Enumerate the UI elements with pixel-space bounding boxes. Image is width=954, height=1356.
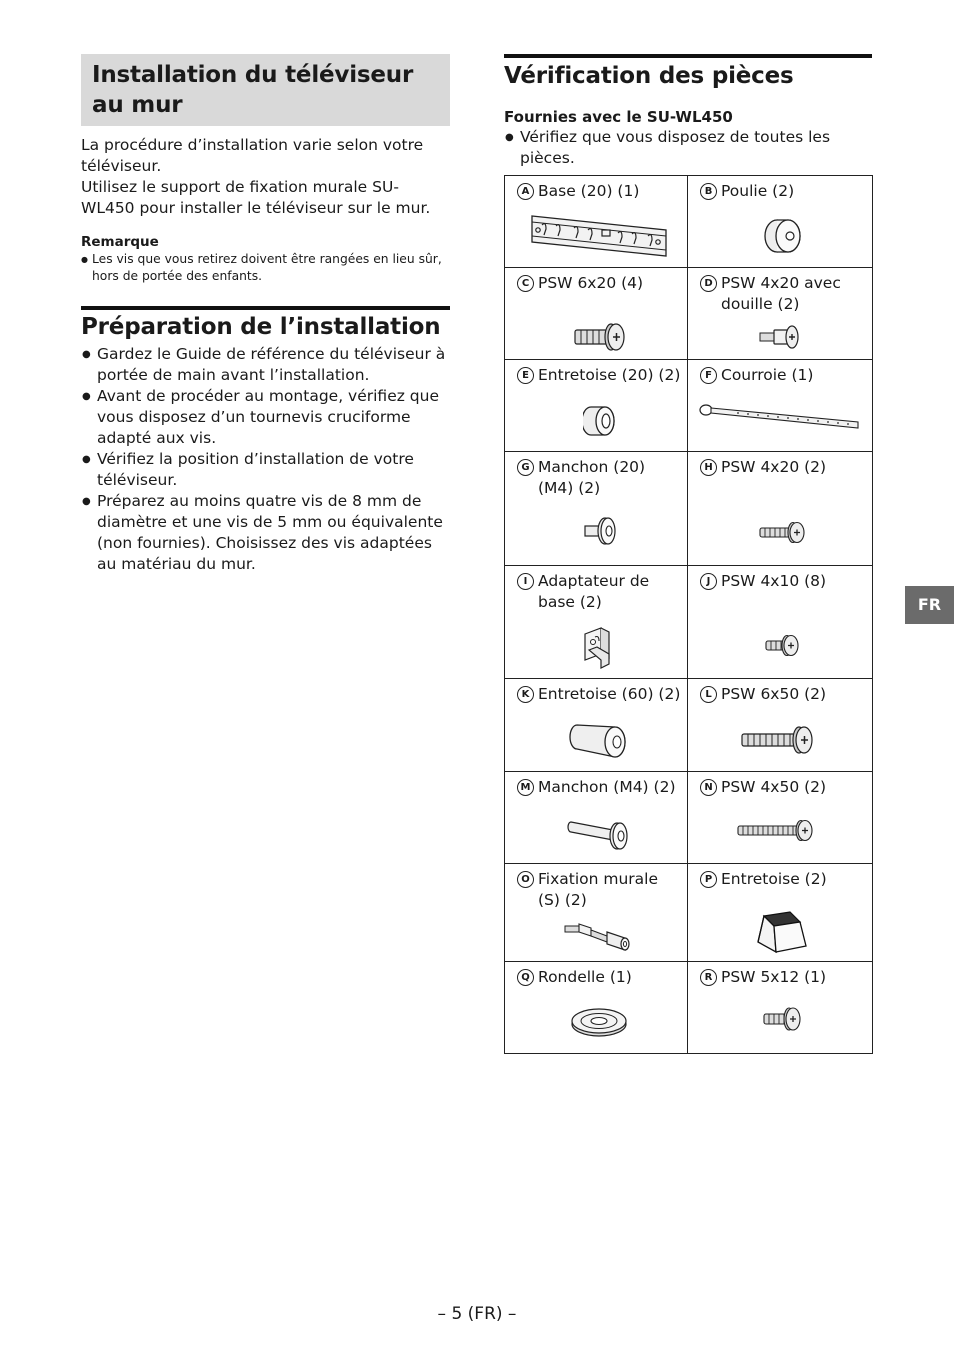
wall-bracket-base-icon [530, 208, 670, 262]
screw-icon [758, 520, 808, 546]
part-label: Rondelle (1) [538, 968, 632, 986]
spacer-icon [583, 404, 617, 438]
left-column [81, 54, 450, 575]
part-cell-a [505, 176, 688, 268]
part-label: PSW 4x20 avec douille (2) [721, 274, 841, 313]
part-label: Courroie (1) [721, 366, 814, 384]
base-adapter-icon [579, 624, 619, 670]
washer-icon [569, 1006, 629, 1038]
letter-badge: M [517, 779, 534, 796]
part-cell-k [505, 679, 688, 772]
letter-badge: Q [517, 969, 534, 986]
intro-paragraph-1: La procédure d’installation varie selon votre téléviseur. [81, 136, 424, 175]
page-number: – 5 (FR) – [437, 1304, 517, 1324]
part-cell-l [688, 679, 873, 772]
screw-icon [764, 634, 802, 658]
part-label: PSW 6x20 (4) [538, 274, 644, 292]
letter-badge: R [700, 969, 717, 986]
intro-paragraph-2: Utilisez le support de fixation murale SU-WL450 pour installer le téléviseur sur le mur. [81, 178, 431, 217]
letter-badge: O [517, 871, 534, 888]
part-cell-c [505, 268, 688, 360]
part-cell-j [688, 566, 873, 679]
heading-preparation-box [81, 306, 450, 342]
letter-badge: L [700, 686, 717, 703]
sleeve-icon [583, 516, 619, 548]
part-cell-q [505, 962, 688, 1054]
letter-badge: J [700, 573, 717, 590]
part-label: Adaptateur de base (2) [538, 572, 650, 611]
list-item: ● Préparez au moins quatre vis de 8 mm de diamètre et une vis de 5 mm ou équivalente (non fournies). Choisissez des vis adaptées au matériau du mur. [81, 491, 450, 575]
part-cell-b [688, 176, 873, 268]
letter-badge: N [700, 779, 717, 796]
list-item: ● Avant de procéder au montage, vérifiez que vous disposez d’un tournevis cruciforme adapté aux vis. [81, 386, 450, 449]
part-label: Entretoise (2) [721, 870, 827, 888]
part-label: Poulie (2) [721, 182, 795, 200]
parts-table [504, 175, 873, 1054]
part-label: PSW 5x12 (1) [721, 968, 827, 986]
verification-list [504, 127, 872, 169]
supplied-with-title: Fournies avec le SU-WL450 [504, 108, 733, 126]
wall-fixing-icon [563, 920, 633, 952]
part-cell-d [688, 268, 873, 360]
belt-strap-icon [698, 400, 864, 430]
letter-badge: P [700, 871, 717, 888]
part-label: Entretoise (20) (2) [538, 366, 681, 384]
heading-verification-box [504, 54, 872, 91]
screw-icon [736, 818, 816, 846]
part-label: Manchon (M4) (2) [538, 778, 676, 796]
heading-installation: Installation du téléviseur au mur [92, 62, 414, 118]
letter-badge: I [517, 573, 534, 590]
letter-badge: E [517, 367, 534, 384]
part-cell-f [688, 360, 873, 452]
letter-badge: H [700, 459, 717, 476]
letter-badge: G [517, 459, 534, 476]
list-item: ● Gardez le Guide de référence du téléviseur à portée de main avant l’installation. [81, 344, 450, 386]
part-cell-p [688, 864, 873, 962]
part-cell-e [505, 360, 688, 452]
list-item: ● Vérifiez que vous disposez de toutes les pièces. [504, 127, 872, 169]
part-label: PSW 6x50 (2) [721, 685, 827, 703]
part-cell-o [505, 864, 688, 962]
heading-verification: Vérification des pièces [504, 63, 794, 89]
part-label: PSW 4x20 (2) [721, 458, 827, 476]
letter-badge: B [700, 183, 717, 200]
part-label: PSW 4x10 (8) [721, 572, 827, 590]
screw-icon [573, 322, 627, 354]
heading-installation-box [81, 54, 450, 126]
letter-badge: C [517, 275, 534, 292]
right-column [504, 54, 872, 1054]
part-cell-g [505, 452, 688, 566]
part-cell-m [505, 772, 688, 864]
long-sleeve-icon [565, 816, 635, 850]
part-cell-n [688, 772, 873, 864]
letter-badge: A [517, 183, 534, 200]
part-cell-r [688, 962, 873, 1054]
part-label: PSW 4x50 (2) [721, 778, 827, 796]
part-cell-h [688, 452, 873, 566]
part-label: Manchon (20) (M4) (2) [538, 458, 646, 497]
preparation-list [81, 344, 450, 575]
note-title: Remarque [81, 234, 159, 250]
letter-badge: K [517, 686, 534, 703]
part-label: Entretoise (60) (2) [538, 685, 681, 703]
screw-icon [740, 725, 816, 757]
heading-preparation: Préparation de l’installation [81, 314, 441, 340]
pulley-icon [762, 216, 804, 256]
list-item: ● Vérifiez la position d’installation de votre téléviseur. [81, 449, 450, 491]
part-label: Base (20) (1) [538, 182, 640, 200]
letter-badge: F [700, 367, 717, 384]
long-spacer-icon [569, 719, 631, 759]
screw-with-sleeve-icon [758, 324, 806, 350]
part-cell-i [505, 566, 688, 679]
language-tab: FR [905, 586, 954, 624]
screw-icon [762, 1006, 804, 1034]
letter-badge: D [700, 275, 717, 292]
note-item: ● Les vis que vous retirez doivent être rangées en lieu sûr, hors de portée des enfants. [81, 251, 450, 285]
part-label: Fixation murale (S) (2) [538, 870, 659, 909]
block-spacer-icon [754, 908, 810, 954]
